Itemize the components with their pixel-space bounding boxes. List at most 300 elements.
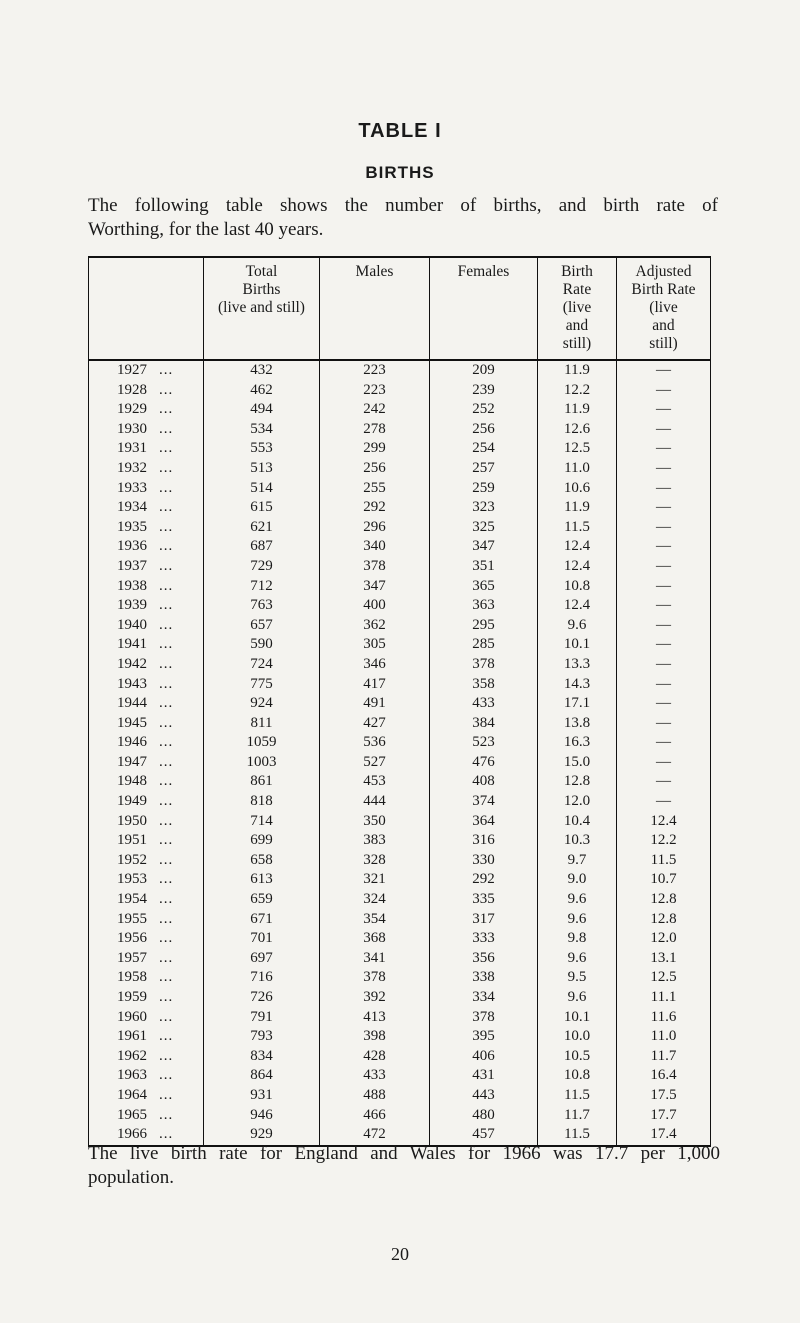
header-line: Births <box>242 281 281 298</box>
cell-males: 223 <box>320 360 430 381</box>
table-row <box>89 694 711 714</box>
cell-adjusted-birth-rate: 13.1 <box>617 949 711 969</box>
header-line: Birth <box>561 263 593 280</box>
cell-total-births: 687 <box>204 537 320 557</box>
year-value: 1927 <box>117 362 147 378</box>
cell-birth-rate: 11.5 <box>538 518 617 538</box>
cell-year <box>89 694 204 714</box>
table-row <box>89 870 711 890</box>
cell-males: 527 <box>320 753 430 773</box>
cell-males: 413 <box>320 1008 430 1028</box>
cell-adjusted-birth-rate: 17.7 <box>617 1106 711 1126</box>
cell-females: 384 <box>430 714 538 734</box>
cell-males: 362 <box>320 616 430 636</box>
cell-adjusted-birth-rate: — <box>617 360 711 381</box>
cell-females: 333 <box>430 929 538 949</box>
table-row <box>89 733 711 753</box>
cell-birth-rate: 12.4 <box>538 557 617 577</box>
header-line: (live <box>649 299 678 316</box>
leader-dots: ... <box>159 734 174 751</box>
year-value: 1932 <box>117 459 147 476</box>
table-row <box>89 1008 711 1028</box>
cell-adjusted-birth-rate: — <box>617 479 711 499</box>
table-row <box>89 360 711 381</box>
cell-year <box>89 1086 204 1106</box>
cell-total-births: 513 <box>204 459 320 479</box>
cell-birth-rate: 12.0 <box>538 792 617 812</box>
cell-females: 323 <box>430 498 538 518</box>
cell-birth-rate: 12.4 <box>538 596 617 616</box>
header-line: and <box>652 317 675 334</box>
cell-year <box>89 988 204 1008</box>
cell-males: 278 <box>320 420 430 440</box>
cell-year <box>89 518 204 538</box>
year-value: 1950 <box>117 812 147 829</box>
leader-dots: ... <box>159 695 174 712</box>
cell-total-births: 494 <box>204 400 320 420</box>
table-row <box>89 381 711 401</box>
cell-females: 363 <box>430 596 538 616</box>
leader-dots: ... <box>159 851 174 868</box>
table-row <box>89 1106 711 1126</box>
table-row <box>89 929 711 949</box>
cell-males: 392 <box>320 988 430 1008</box>
cell-year <box>89 772 204 792</box>
cell-total-births: 432 <box>204 360 320 381</box>
year-value: 1945 <box>117 714 147 731</box>
cell-year <box>89 459 204 479</box>
cell-total-births: 553 <box>204 439 320 459</box>
table-subject: BIRTHS <box>365 163 435 182</box>
cell-total-births: 658 <box>204 851 320 871</box>
cell-adjusted-birth-rate: — <box>617 381 711 401</box>
cell-total-births: 793 <box>204 1027 320 1047</box>
cell-year <box>89 792 204 812</box>
cell-females: 254 <box>430 439 538 459</box>
cell-males: 453 <box>320 772 430 792</box>
header-males <box>320 257 430 360</box>
cell-females: 378 <box>430 1008 538 1028</box>
cell-birth-rate: 9.6 <box>538 616 617 636</box>
cell-females: 330 <box>430 851 538 871</box>
table-row <box>89 479 711 499</box>
year-value: 1956 <box>117 930 147 947</box>
cell-males: 378 <box>320 557 430 577</box>
table-row <box>89 1027 711 1047</box>
cell-total-births: 924 <box>204 694 320 714</box>
cell-females: 252 <box>430 400 538 420</box>
cell-males: 444 <box>320 792 430 812</box>
cell-adjusted-birth-rate: — <box>617 596 711 616</box>
cell-adjusted-birth-rate: 12.4 <box>617 812 711 832</box>
cell-total-births: 657 <box>204 616 320 636</box>
cell-adjusted-birth-rate: — <box>617 655 711 675</box>
cell-birth-rate: 11.9 <box>538 498 617 518</box>
cell-year <box>89 733 204 753</box>
cell-females: 356 <box>430 949 538 969</box>
leader-dots: ... <box>159 381 174 398</box>
cell-adjusted-birth-rate: — <box>617 557 711 577</box>
cell-year <box>89 675 204 695</box>
cell-year <box>89 890 204 910</box>
cell-adjusted-birth-rate: 12.8 <box>617 910 711 930</box>
cell-total-births: 864 <box>204 1066 320 1086</box>
leader-dots: ... <box>159 910 174 927</box>
cell-year <box>89 616 204 636</box>
cell-year <box>89 1066 204 1086</box>
cell-adjusted-birth-rate: — <box>617 420 711 440</box>
year-value: 1938 <box>117 577 147 594</box>
cell-year <box>89 577 204 597</box>
header-line: Birth Rate <box>631 281 696 298</box>
leader-dots: ... <box>159 499 174 516</box>
cell-males: 488 <box>320 1086 430 1106</box>
cell-females: 257 <box>430 459 538 479</box>
cell-females: 285 <box>430 635 538 655</box>
cell-adjusted-birth-rate: — <box>617 714 711 734</box>
footer-note-line-2: population. <box>88 1167 175 1188</box>
leader-dots: ... <box>159 871 174 888</box>
header-line: still) <box>649 335 678 352</box>
cell-males: 368 <box>320 929 430 949</box>
cell-males: 321 <box>320 870 430 890</box>
cell-total-births: 775 <box>204 675 320 695</box>
cell-males: 340 <box>320 537 430 557</box>
cell-total-births: 615 <box>204 498 320 518</box>
cell-males: 305 <box>320 635 430 655</box>
leader-dots: ... <box>159 832 174 849</box>
cell-birth-rate: 11.9 <box>538 360 617 381</box>
cell-total-births: 716 <box>204 968 320 988</box>
cell-females: 523 <box>430 733 538 753</box>
year-value: 1955 <box>117 910 147 927</box>
year-value: 1944 <box>117 695 147 712</box>
year-value: 1964 <box>117 1086 147 1103</box>
cell-females: 433 <box>430 694 538 714</box>
leader-dots: ... <box>159 1106 174 1123</box>
cell-females: 209 <box>430 360 538 381</box>
leader-dots: ... <box>159 1008 174 1025</box>
table-row <box>89 596 711 616</box>
table-row <box>89 714 711 734</box>
cell-adjusted-birth-rate: — <box>617 439 711 459</box>
cell-males: 383 <box>320 831 430 851</box>
cell-birth-rate: 9.8 <box>538 929 617 949</box>
cell-birth-rate: 9.6 <box>538 949 617 969</box>
cell-year <box>89 498 204 518</box>
page-number: 20 <box>391 1244 409 1264</box>
cell-males: 427 <box>320 714 430 734</box>
leader-dots: ... <box>159 557 174 574</box>
cell-birth-rate: 11.7 <box>538 1106 617 1126</box>
cell-birth-rate: 10.3 <box>538 831 617 851</box>
cell-year <box>89 1027 204 1047</box>
leader-dots: ... <box>159 969 174 986</box>
cell-year <box>89 753 204 773</box>
cell-females: 338 <box>430 968 538 988</box>
cell-adjusted-birth-rate: 11.0 <box>617 1027 711 1047</box>
leader-dots: ... <box>159 616 174 633</box>
leader-dots: ... <box>159 1047 174 1064</box>
cell-year <box>89 400 204 420</box>
cell-birth-rate: 11.5 <box>538 1125 617 1146</box>
cell-year <box>89 1008 204 1028</box>
cell-total-births: 514 <box>204 479 320 499</box>
cell-total-births: 659 <box>204 890 320 910</box>
table-row <box>89 851 711 871</box>
table-row <box>89 1086 711 1106</box>
leader-dots: ... <box>159 989 174 1005</box>
cell-adjusted-birth-rate: — <box>617 537 711 557</box>
cell-birth-rate: 10.1 <box>538 1008 617 1028</box>
leader-dots: ... <box>159 949 174 966</box>
table-row <box>89 831 711 851</box>
cell-males: 347 <box>320 577 430 597</box>
cell-total-births: 701 <box>204 929 320 949</box>
header-line: (live and still) <box>218 299 305 316</box>
cell-birth-rate: 12.8 <box>538 772 617 792</box>
cell-females: 374 <box>430 792 538 812</box>
cell-year <box>89 1106 204 1126</box>
leader-dots: ... <box>159 773 174 790</box>
year-value: 1953 <box>117 871 147 888</box>
cell-males: 491 <box>320 694 430 714</box>
cell-birth-rate: 16.3 <box>538 733 617 753</box>
cell-total-births: 462 <box>204 381 320 401</box>
footer-note <box>88 1142 720 1190</box>
cell-adjusted-birth-rate: — <box>617 616 711 636</box>
cell-adjusted-birth-rate: 17.4 <box>617 1125 711 1146</box>
header-line: Males <box>355 263 394 280</box>
cell-females: 316 <box>430 831 538 851</box>
intro-paragraph <box>88 194 718 242</box>
cell-total-births: 671 <box>204 910 320 930</box>
leader-dots: ... <box>159 812 174 829</box>
cell-birth-rate: 10.6 <box>538 479 617 499</box>
leader-dots: ... <box>159 362 174 378</box>
header-adjusted-birth-rate <box>617 257 711 360</box>
table-row <box>89 968 711 988</box>
leader-dots: ... <box>159 793 174 810</box>
cell-males: 341 <box>320 949 430 969</box>
year-value: 1948 <box>117 773 147 790</box>
header-year <box>89 257 204 360</box>
header-line: Adjusted <box>635 263 692 280</box>
header-line: still) <box>562 335 592 352</box>
cell-females: 347 <box>430 537 538 557</box>
leader-dots: ... <box>159 930 174 947</box>
table-row <box>89 988 711 1008</box>
year-value: 1960 <box>117 1008 147 1025</box>
cell-year <box>89 870 204 890</box>
year-value: 1934 <box>117 499 147 516</box>
table-row <box>89 577 711 597</box>
year-value: 1951 <box>117 832 147 849</box>
cell-birth-rate: 11.0 <box>538 459 617 479</box>
cell-total-births: 818 <box>204 792 320 812</box>
year-value: 1959 <box>117 989 147 1005</box>
cell-birth-rate: 11.5 <box>538 1086 617 1106</box>
leader-dots: ... <box>159 655 174 672</box>
cell-birth-rate: 14.3 <box>538 675 617 695</box>
leader-dots: ... <box>159 1126 174 1143</box>
table-row <box>89 1047 711 1067</box>
cell-total-births: 724 <box>204 655 320 675</box>
year-value: 1961 <box>117 1028 147 1045</box>
cell-adjusted-birth-rate: 11.7 <box>617 1047 711 1067</box>
cell-adjusted-birth-rate: 16.4 <box>617 1066 711 1086</box>
cell-adjusted-birth-rate: — <box>617 675 711 695</box>
cell-females: 378 <box>430 655 538 675</box>
leader-dots: ... <box>159 479 174 496</box>
cell-males: 255 <box>320 479 430 499</box>
cell-total-births: 613 <box>204 870 320 890</box>
year-value: 1943 <box>117 675 147 692</box>
cell-year <box>89 714 204 734</box>
cell-adjusted-birth-rate: 10.7 <box>617 870 711 890</box>
cell-females: 295 <box>430 616 538 636</box>
table-row <box>89 400 711 420</box>
table-row <box>89 557 711 577</box>
cell-adjusted-birth-rate: — <box>617 459 711 479</box>
cell-birth-rate: 12.4 <box>538 537 617 557</box>
cell-birth-rate: 9.7 <box>538 851 617 871</box>
cell-males: 417 <box>320 675 430 695</box>
cell-adjusted-birth-rate: — <box>617 792 711 812</box>
cell-males: 466 <box>320 1106 430 1126</box>
cell-females: 443 <box>430 1086 538 1106</box>
header-line: Females <box>457 263 510 280</box>
cell-birth-rate: 11.9 <box>538 400 617 420</box>
cell-adjusted-birth-rate: 12.2 <box>617 831 711 851</box>
leader-dots: ... <box>159 753 174 770</box>
cell-total-births: 791 <box>204 1008 320 1028</box>
cell-adjusted-birth-rate: — <box>617 733 711 753</box>
cell-birth-rate: 9.0 <box>538 870 617 890</box>
year-value: 1939 <box>117 597 147 614</box>
cell-birth-rate: 10.8 <box>538 1066 617 1086</box>
cell-total-births: 861 <box>204 772 320 792</box>
year-value: 1941 <box>117 636 147 653</box>
cell-females: 365 <box>430 577 538 597</box>
cell-females: 325 <box>430 518 538 538</box>
leader-dots: ... <box>159 714 174 731</box>
cell-females: 334 <box>430 988 538 1008</box>
cell-adjusted-birth-rate: 11.1 <box>617 988 711 1008</box>
table-row <box>89 949 711 969</box>
header-line: Rate <box>562 281 592 298</box>
cell-females: 480 <box>430 1106 538 1126</box>
leader-dots: ... <box>159 401 174 418</box>
header-females <box>430 257 538 360</box>
cell-total-births: 763 <box>204 596 320 616</box>
cell-females: 364 <box>430 812 538 832</box>
leader-dots: ... <box>159 577 174 594</box>
cell-total-births: 929 <box>204 1125 320 1146</box>
cell-year <box>89 929 204 949</box>
cell-year <box>89 635 204 655</box>
leader-dots: ... <box>159 420 174 437</box>
cell-adjusted-birth-rate: 11.5 <box>617 851 711 871</box>
table-label: TABLE I <box>358 120 442 142</box>
table-row <box>89 772 711 792</box>
cell-females: 406 <box>430 1047 538 1067</box>
cell-total-births: 534 <box>204 420 320 440</box>
table-row <box>89 675 711 695</box>
cell-adjusted-birth-rate: — <box>617 772 711 792</box>
cell-females: 395 <box>430 1027 538 1047</box>
cell-year <box>89 812 204 832</box>
cell-year <box>89 360 204 381</box>
cell-birth-rate: 10.5 <box>538 1047 617 1067</box>
leader-dots: ... <box>159 1028 174 1045</box>
header-total-births <box>204 257 320 360</box>
cell-birth-rate: 9.5 <box>538 968 617 988</box>
cell-birth-rate: 12.6 <box>538 420 617 440</box>
header-line: and <box>565 317 589 334</box>
cell-birth-rate: 13.3 <box>538 655 617 675</box>
table-row <box>89 890 711 910</box>
cell-year <box>89 537 204 557</box>
footer-note-line-1: The live birth rate for England and Wales for 1966 was 17.7 per 1,000 <box>88 1143 720 1164</box>
cell-females: 351 <box>430 557 538 577</box>
cell-males: 296 <box>320 518 430 538</box>
cell-total-births: 1003 <box>204 753 320 773</box>
births-table-body <box>89 360 711 1146</box>
year-value: 1965 <box>117 1106 147 1123</box>
cell-females: 358 <box>430 675 538 695</box>
cell-males: 324 <box>320 890 430 910</box>
cell-year <box>89 439 204 459</box>
table-row <box>89 1066 711 1086</box>
cell-females: 256 <box>430 420 538 440</box>
cell-adjusted-birth-rate: — <box>617 498 711 518</box>
cell-males: 398 <box>320 1027 430 1047</box>
cell-year <box>89 420 204 440</box>
year-value: 1935 <box>117 518 147 535</box>
leader-dots: ... <box>159 459 174 476</box>
cell-females: 431 <box>430 1066 538 1086</box>
cell-females: 239 <box>430 381 538 401</box>
cell-males: 378 <box>320 968 430 988</box>
cell-year <box>89 655 204 675</box>
cell-females: 335 <box>430 890 538 910</box>
cell-total-births: 946 <box>204 1106 320 1126</box>
cell-adjusted-birth-rate: — <box>617 694 711 714</box>
year-value: 1947 <box>117 753 147 770</box>
year-value: 1954 <box>117 891 147 908</box>
cell-adjusted-birth-rate: 17.5 <box>617 1086 711 1106</box>
cell-birth-rate: 10.4 <box>538 812 617 832</box>
cell-year <box>89 831 204 851</box>
cell-birth-rate: 13.8 <box>538 714 617 734</box>
cell-year <box>89 381 204 401</box>
cell-males: 346 <box>320 655 430 675</box>
header-line: Total <box>245 263 278 280</box>
cell-year <box>89 596 204 616</box>
year-value: 1930 <box>117 420 147 437</box>
year-value: 1931 <box>117 440 147 457</box>
cell-total-births: 811 <box>204 714 320 734</box>
cell-year <box>89 1047 204 1067</box>
cell-birth-rate: 9.6 <box>538 988 617 1008</box>
table-row <box>89 812 711 832</box>
cell-birth-rate: 10.8 <box>538 577 617 597</box>
cell-females: 292 <box>430 870 538 890</box>
cell-total-births: 697 <box>204 949 320 969</box>
year-value: 1946 <box>117 734 147 751</box>
cell-birth-rate: 10.1 <box>538 635 617 655</box>
